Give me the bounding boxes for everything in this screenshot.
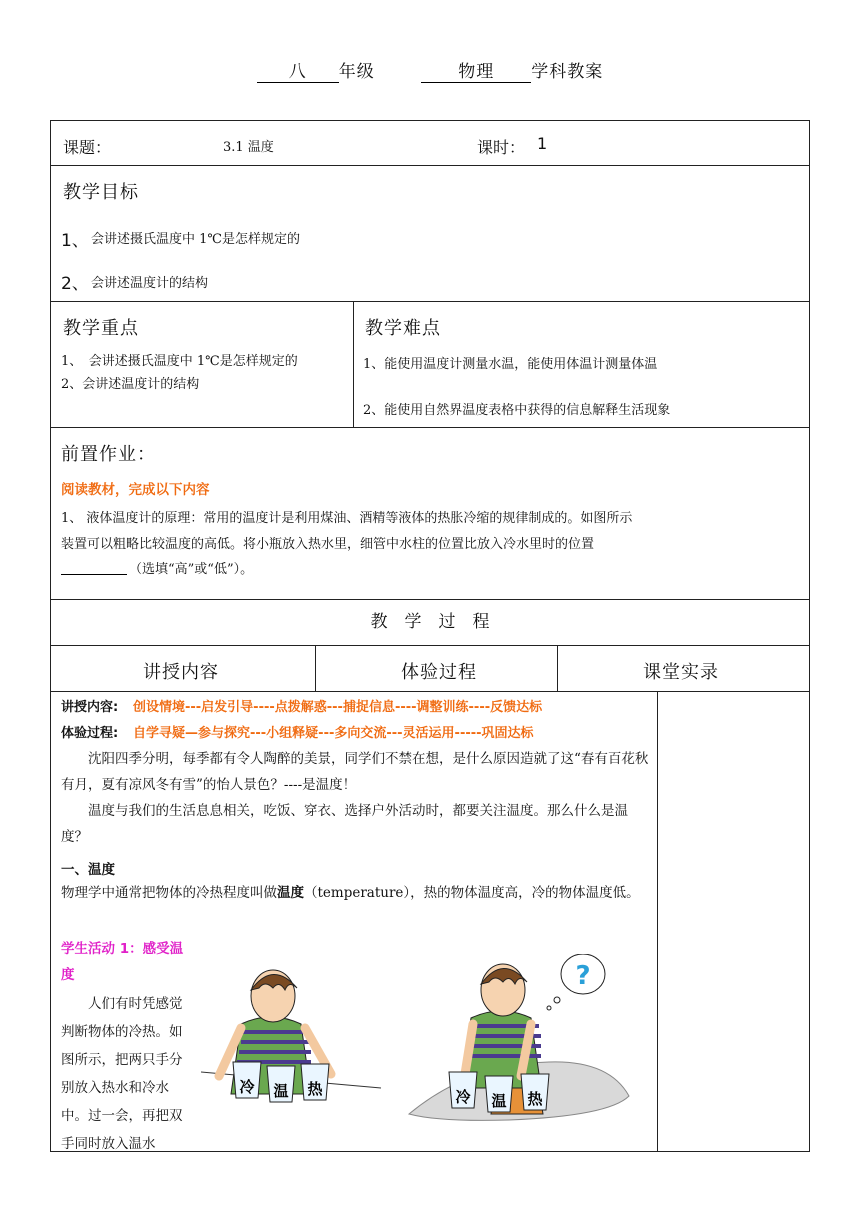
cup-warm-2: [485, 1076, 513, 1112]
goal-2-text: 会讲述温度计的结构: [91, 276, 209, 291]
goals-row: [50, 166, 810, 302]
grade-value: 八: [257, 62, 339, 83]
prehomework-q1-line3: （选填“高”或“低”）。: [129, 562, 254, 577]
goals-title: 教学目标: [63, 182, 139, 203]
goal-2-num: 2、: [61, 274, 89, 294]
process-body: [50, 692, 810, 1152]
grade-suffix: 年级: [338, 62, 375, 82]
col-record: 课堂实录: [643, 662, 719, 683]
keypoints-row: [50, 302, 810, 428]
hours-label: 课时：: [477, 138, 526, 157]
cup-hot: [301, 1064, 329, 1100]
lecture-label: 讲授内容:: [61, 700, 119, 715]
intro-paragraph-2: 温度与我们的生活息息相关，吃饭、穿衣、选择户外活动时，都要关注温度。那么什么是温度？: [61, 803, 628, 845]
process-title: 教 学 过 程: [370, 612, 490, 632]
definition-pre: 物理学中通常把物体的冷热程度叫做: [61, 885, 277, 901]
col-experience: 体验过程: [401, 662, 477, 683]
col-lecture: 讲授内容: [143, 662, 219, 683]
cup-hot-2: [521, 1074, 549, 1110]
document-header: [0, 62, 860, 83]
keypoints-title: 教学重点: [63, 318, 139, 339]
experience-label: 体验过程:: [61, 726, 119, 741]
section-temperature: 一、温度: [61, 862, 115, 878]
prehomework-title: 前置作业：: [61, 444, 156, 465]
prehomework-q1-line1: 1、 液体温度计的原理：常用的温度计是利用煤油、酒精等液体的热胀冷缩的规律制成的。如图所示: [61, 511, 633, 526]
activity-text: 人们有时凭感觉判断物体的冷热。如图所示，把两只手分别放入热水和冷水中。过一会，再把双手同时放入温水: [61, 996, 183, 1152]
goal-1-text: 会讲述摄氏温度中 1℃是怎样规定的: [91, 232, 300, 247]
experience-text: 自学寻疑—参与探究---小组释疑---多向交流---灵活运用-----巩固达标: [133, 726, 534, 741]
col-divider-1: [315, 646, 316, 691]
topic-row: [50, 120, 810, 166]
process-title-row: [50, 600, 810, 646]
cup-label-hot: 热: [307, 1080, 323, 1098]
prehomework-q1-line2: 装置可以粗略比较温度的高低。将小瓶放入热水里，细管中水柱的位置比放入冷水里时的位置: [61, 537, 595, 552]
cup2-label-warm: 温: [491, 1092, 507, 1110]
keypoint-1: 1、 会讲述摄氏温度中 1℃是怎样规定的: [61, 354, 298, 369]
keypoints-divider: [353, 302, 354, 427]
keypoint-2: 2、会讲述温度计的结构: [61, 377, 200, 392]
difficulties-title: 教学难点: [365, 318, 441, 339]
prehomework-instruction: 阅读教材，完成以下内容: [61, 482, 210, 498]
activity-title: 学生活动 1：感受温度: [61, 941, 184, 983]
cup2-label-hot: 热: [527, 1090, 543, 1108]
record-divider: [657, 692, 658, 1151]
cup-cold: [233, 1062, 261, 1098]
lecture-text: 创设情境---启发引导----点拨解惑---捕捉信息----调整训练----反馈达标: [133, 700, 543, 715]
boy-thinking-illustration: [407, 954, 647, 1144]
cup-cold-2: [449, 1072, 477, 1108]
boy-hands-in-water-illustration: [201, 962, 389, 1142]
subject-suffix: 学科教案: [531, 62, 604, 82]
question-mark-icon: ?: [575, 961, 591, 991]
process-columns-row: [50, 646, 810, 692]
difficulty-1: 1、能使用温度计测量水温，能使用体温计测量体温: [363, 357, 658, 372]
cup-label-warm: 温: [273, 1082, 289, 1100]
subject-value: 物理: [421, 62, 531, 83]
definition-term: 温度: [277, 885, 304, 901]
temperature-definition: [61, 880, 651, 906]
topic-label: 课题：: [63, 138, 112, 157]
hours-value: 1: [537, 134, 548, 153]
answer-blank[interactable]: [61, 558, 127, 575]
col-divider-2: [557, 646, 558, 691]
goal-1-num: 1、: [61, 231, 89, 251]
cup2-label-cold: 冷: [455, 1088, 471, 1106]
topic-value: 3.1 温度: [223, 140, 274, 155]
cup-label-cold: 冷: [239, 1078, 255, 1096]
cup-warm: [267, 1066, 295, 1102]
prehomework-row: [50, 428, 810, 600]
difficulty-2: 2、能使用自然界温度表格中获得的信息解释生活现象: [363, 403, 671, 418]
intro-paragraph-1: 沈阳四季分明，每季都有令人陶醉的美景，同学们不禁在想，是什么原因造就了这“春有百花秋有月，夏有凉风冬有雪”的怡人景色？----是温度！: [61, 751, 649, 793]
definition-post: （temperature），热的物体温度高，冷的物体温度低。: [304, 885, 640, 901]
